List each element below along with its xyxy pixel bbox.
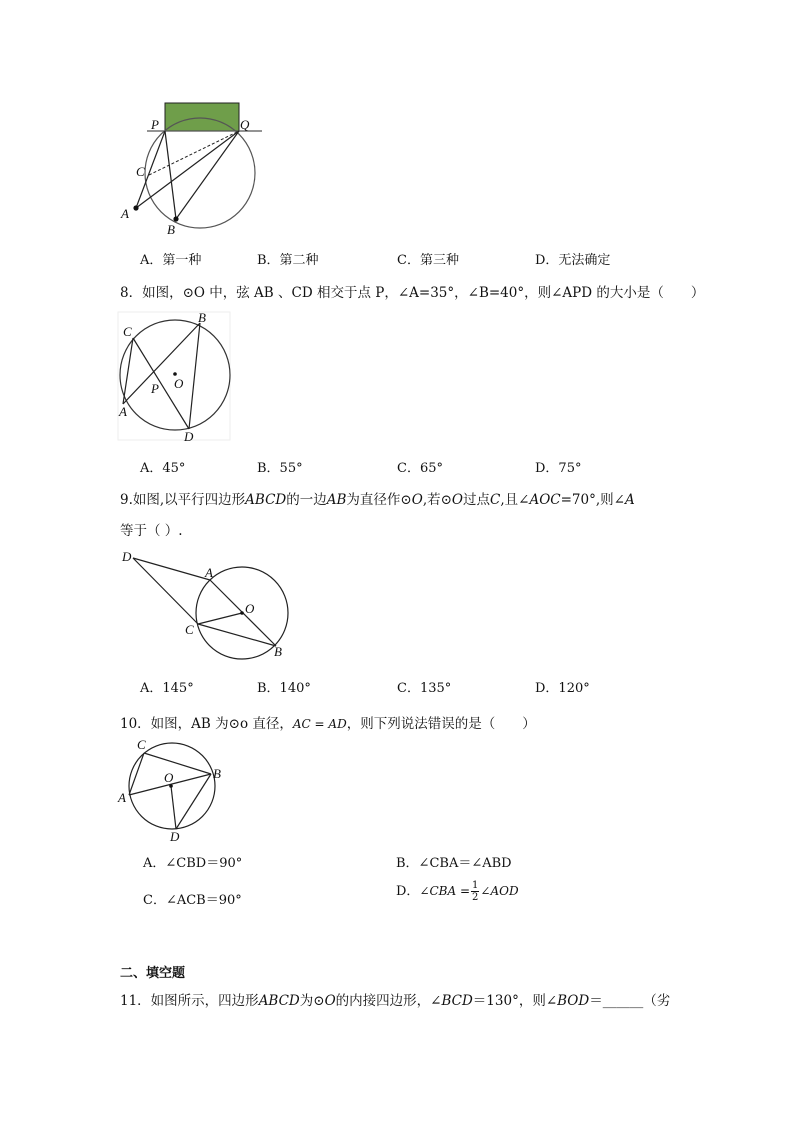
q9-label-C: C xyxy=(185,622,194,637)
q9-option-b[interactable]: B．140° xyxy=(257,681,311,696)
q10-option-b[interactable]: B．∠CBA＝∠ABD xyxy=(396,856,512,871)
q7-label-Q: Q xyxy=(240,117,250,132)
q11-stem: 11．如图所示，四边形ABCD为⊙O的内接四边形，∠BCD＝130°，则∠BOD＝______（劣 xyxy=(120,993,671,1009)
q10-option-d[interactable]: D．∠CBA = $\frac{1}{2}$ ∠AOD xyxy=(396,880,519,903)
q8-label-A: A xyxy=(119,404,127,419)
q7-option-c[interactable]: C．第三种 xyxy=(397,253,459,268)
q8-option-d[interactable]: D．75° xyxy=(535,461,582,476)
q9-label-A: A xyxy=(205,565,213,580)
q8-label-O: O xyxy=(174,376,184,391)
q10-label-A: A xyxy=(118,790,126,805)
q10-stem: 10．如图，AB 为⊙o 直径，AC = AD，则下列说法错误的是（ ） xyxy=(120,716,536,732)
q10-arc-equation: AC = AD xyxy=(292,717,347,731)
q7-label-P: P xyxy=(151,117,159,132)
q8-label-C: C xyxy=(123,324,132,339)
q8-option-c[interactable]: C．65° xyxy=(397,461,443,476)
section-title: 二、填空题 xyxy=(120,966,186,981)
q10-option-a[interactable]: A．∠CBD＝90° xyxy=(143,856,243,871)
q9-label-D: D xyxy=(122,549,132,564)
q9-label-B: B xyxy=(274,644,282,659)
q7-option-d[interactable]: D．无法确定 xyxy=(535,253,611,268)
q8-label-P: P xyxy=(151,381,159,396)
q9-stem-line2: 等于（ ）. xyxy=(120,523,183,539)
q7-label-C: C xyxy=(136,164,145,179)
q7-option-a[interactable]: A．第一种 xyxy=(140,253,202,268)
q9-stem-line1: 9.如图,以平行四边形ABCD的一边AB为直径作⊙O,若⊙O过点C,且∠AOC=70°,则∠A xyxy=(120,492,635,508)
q7-label-A: A xyxy=(121,206,129,221)
q10-fraction: $\frac{1}{2}$ xyxy=(472,880,479,903)
q10-label-O: O xyxy=(164,770,174,785)
q9-label-O: O xyxy=(245,601,255,616)
q9-option-c[interactable]: C．135° xyxy=(397,681,452,696)
q9-option-d[interactable]: D．120° xyxy=(535,681,590,696)
q7-label-B: B xyxy=(167,222,175,237)
q10-option-c[interactable]: C．∠ACB＝90° xyxy=(143,893,242,908)
q7-option-b[interactable]: B．第二种 xyxy=(257,253,319,268)
q8-label-D: D xyxy=(184,429,194,444)
q9-option-a[interactable]: A．145° xyxy=(140,681,194,696)
q10-label-D: D xyxy=(170,829,180,844)
q8-label-B: B xyxy=(198,310,206,325)
q8-option-b[interactable]: B．55° xyxy=(257,461,303,476)
q10-label-B: B xyxy=(213,766,221,781)
q8-option-a[interactable]: A．45° xyxy=(140,461,186,476)
q8-stem: 8．如图，⊙O 中，弦 AB 、CD 相交于点 P，∠A=35°，∠B=40°，则∠APD 的大小是（ ） xyxy=(120,285,705,301)
q10-label-C: C xyxy=(137,737,146,752)
